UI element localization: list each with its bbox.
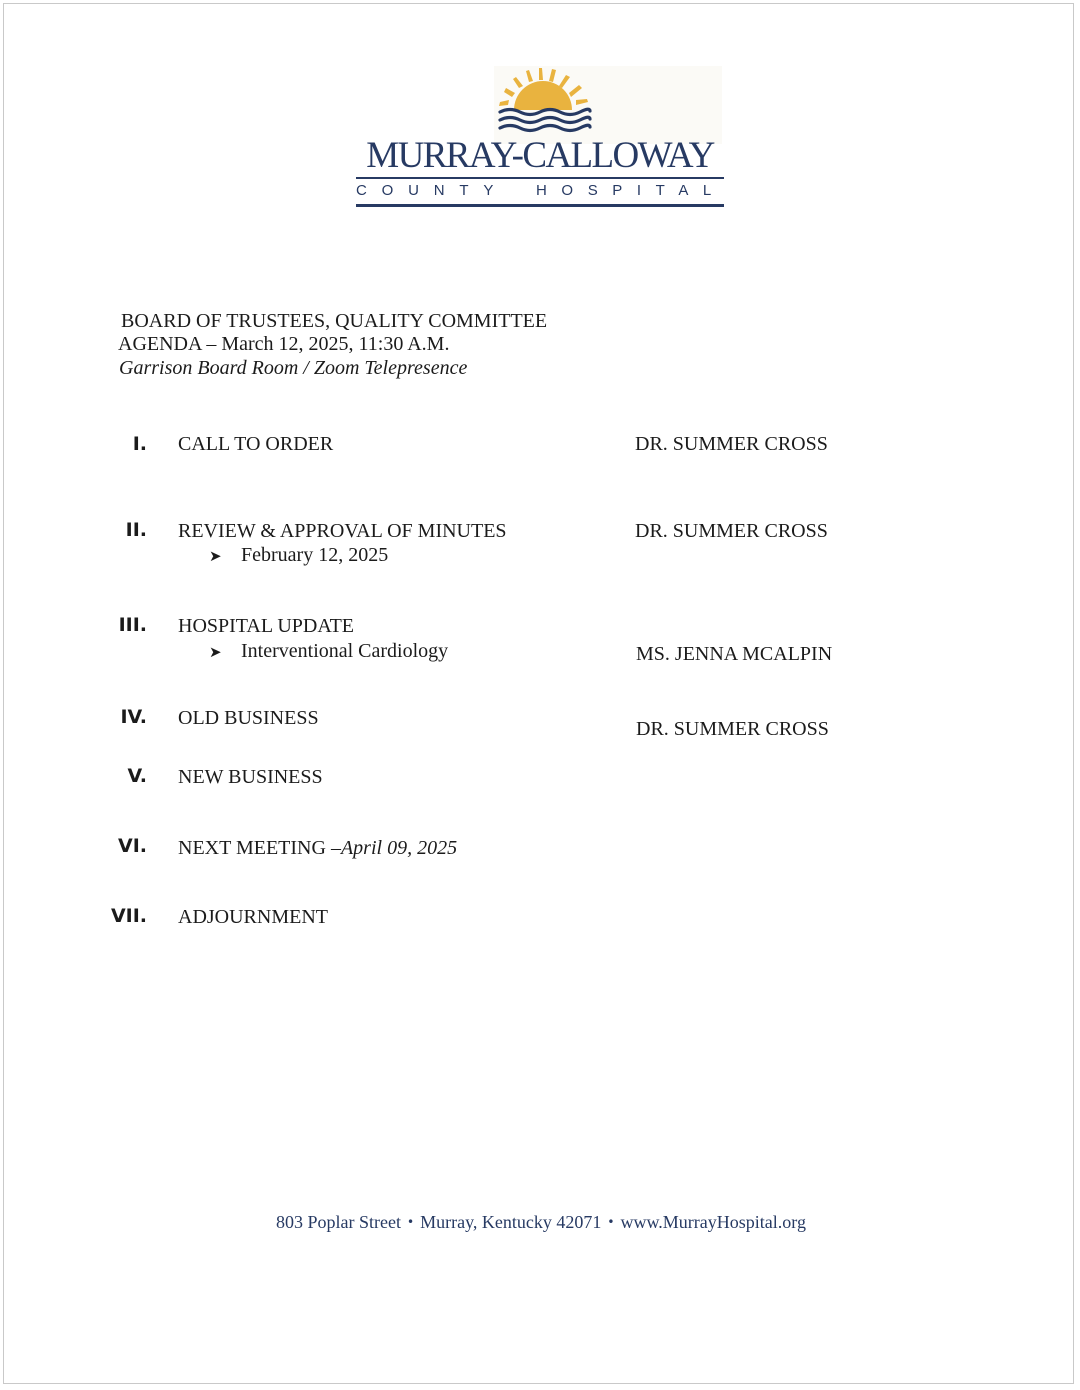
logo-subtitle-county: COUNTY	[356, 182, 509, 199]
agenda-item-title: HOSPITAL UPDATE	[178, 615, 354, 637]
agenda-item-title: ADJOURNMENT	[178, 906, 328, 928]
arrowhead-bullet-icon: ➤	[209, 547, 222, 565]
agenda-date-line: AGENDA – March 12, 2025, 11:30 A.M.	[118, 333, 450, 355]
hospital-logo	[354, 66, 726, 212]
agenda-item-presenter: DR. SUMMER CROSS	[635, 520, 828, 542]
footer-city: Murray, Kentucky 42071	[420, 1212, 602, 1232]
committee-title: BOARD OF TRUSTEES, QUALITY COMMITTEE	[121, 310, 548, 332]
agenda-subitem	[209, 543, 388, 568]
agenda-item-presenter: MS. JENNA MCALPIN	[636, 643, 833, 665]
footer-website[interactable]: www.MurrayHospital.org	[620, 1212, 806, 1232]
agenda-item-number: V.	[127, 765, 147, 787]
footer-address: 803 Poplar Street	[276, 1212, 402, 1232]
logo-rule	[356, 177, 724, 179]
agenda-item-title: REVIEW & APPROVAL OF MINUTES	[178, 520, 507, 542]
agenda-subitem	[209, 639, 448, 664]
sun-over-waves-icon	[494, 66, 594, 140]
agenda-item-presenter: DR. SUMMER CROSS	[636, 718, 829, 740]
agenda-item-number: VII.	[110, 905, 147, 927]
agenda-item-number: VI.	[118, 835, 147, 857]
logo-name: MURRAY-CALLOWAY	[366, 135, 714, 176]
agenda-item-number: II.	[125, 519, 147, 541]
agenda-subitem-text: Interventional Cardiology	[241, 640, 449, 662]
next-meeting-label: NEXT MEETING –	[178, 837, 341, 859]
agenda-item-number: IV.	[120, 706, 147, 728]
agenda-item-presenter: DR. SUMMER CROSS	[635, 433, 828, 455]
footer-separator: •	[407, 1215, 415, 1229]
logo-rule	[356, 204, 724, 207]
footer-contact	[1, 1211, 1080, 1233]
agenda-item-title: OLD BUSINESS	[178, 707, 319, 729]
footer-separator: •	[607, 1215, 615, 1229]
meeting-location: Garrison Board Room / Zoom Telepresence	[119, 357, 468, 379]
logo-subtitle-hospital: HOSPITAL	[536, 182, 726, 199]
arrowhead-bullet-icon: ➤	[209, 643, 222, 661]
document-page	[3, 3, 1074, 1384]
agenda-item-title: NEW BUSINESS	[178, 766, 323, 788]
agenda-item-title	[178, 836, 457, 860]
agenda-subitem-text: February 12, 2025	[241, 544, 389, 566]
next-meeting-date: April 09, 2025	[340, 837, 458, 859]
agenda-item-title: CALL TO ORDER	[178, 433, 334, 455]
agenda-item-number: I.	[132, 433, 147, 455]
agenda-item-number: III.	[118, 614, 147, 636]
